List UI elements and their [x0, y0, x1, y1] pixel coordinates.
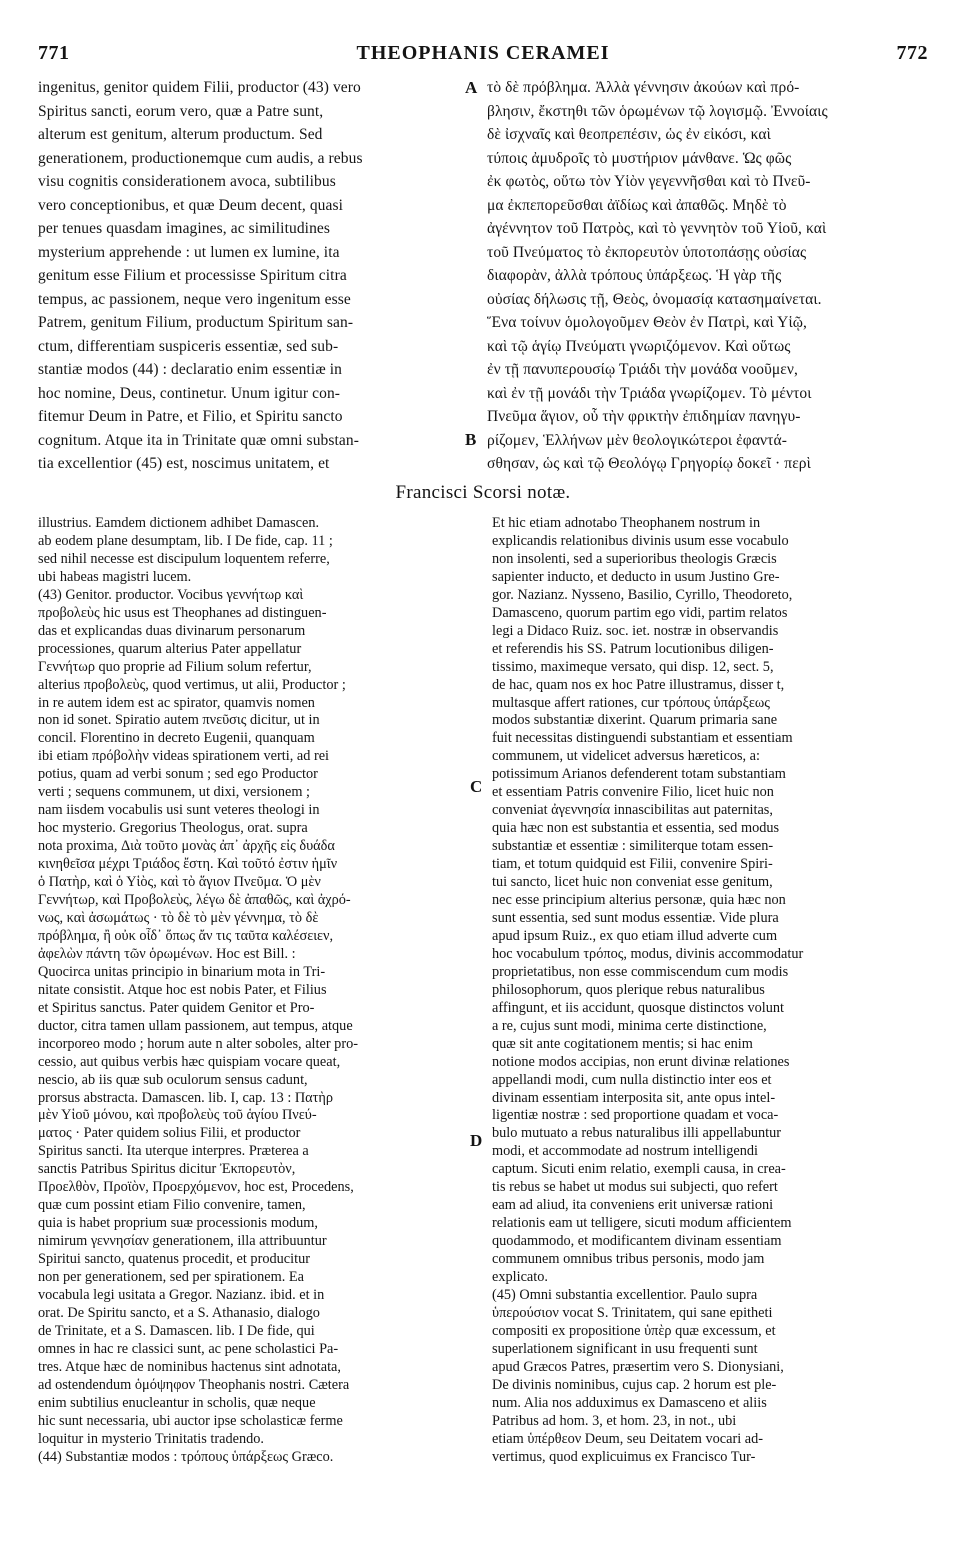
- text-line: δὲ ἰσχναῖς καὶ θεοπρεπέσιν, ὡς ἐν εἰκόσι, καὶ: [487, 126, 771, 143]
- text-line: modi, et accommodate ad nostrum intelligendi: [492, 1143, 759, 1160]
- text-line: hoc mysterio. Gregorius Theologus, orat. supra: [38, 820, 308, 837]
- left-page-number: 771: [38, 42, 70, 64]
- text-line: eam ad aliud, ita conveniens erit universæ rationi: [492, 1197, 774, 1214]
- text-line: in re autem idem est ac spirator, quamvis nomen: [38, 694, 315, 711]
- text-line: generationem, productionemque cum audis, a rebus: [38, 149, 363, 167]
- text-line: οὐσίας δήλωσις τῇ, Θεὸς, ὀνομασίᾳ κατασημαίνεται.: [487, 290, 822, 308]
- text-line: Spiritus sancti, eorum vero, quæ a Patre sunt,: [38, 102, 324, 120]
- text-line: incorporeo modo ; horum aute n alter soboles, alter pro-: [38, 1035, 358, 1052]
- text-line: stantiæ modos (44) : declaratio enim essentiæ in: [38, 361, 342, 378]
- text-line: mysterium apprehende : ut lumen ex lumine, ita: [38, 243, 340, 261]
- text-line: enim subtilius enucleantur in scholis, quæ neque: [38, 1394, 316, 1411]
- text-line: ἐν τῇ πανυπερουσίῳ Τριάδι τὴν μονάδα νοοῦμεν,: [487, 361, 798, 378]
- text-line: tres. Atque hæc de nominibus hactenus sint adnotata,: [38, 1358, 341, 1375]
- text-line: tissimo, maximeque versato, qui disp. 12, sect. 5,: [492, 658, 774, 675]
- text-line: sanctis Patribus Spiritus dicitur Ἐκπορευτὸν,: [38, 1161, 296, 1178]
- text-line: num. Alia nos adduximus ex Damasceno et aliis: [492, 1394, 767, 1411]
- text-line: orat. De Spiritu sancto, et a S. Athanasio, dialogo: [38, 1304, 320, 1321]
- text-line: affingunt, et iis accidunt, quosque distinctos volunt: [492, 999, 784, 1016]
- text-line: Γεννήτωρ, καὶ Προβολεὺς, λέγω δὲ ἀπαθῶς, καὶ ἀχρό-: [38, 892, 351, 909]
- text-line: modos substantiæ dixerint. Quarum primaria sane: [492, 712, 778, 729]
- text-line: verti ; sequens communem, ut dixi, versionem ;: [38, 784, 310, 801]
- text-line: cessio, aut quibus verbis hæc quispiam vocare queat,: [38, 1053, 341, 1070]
- text-line: (44) Substantiæ modos : τρόπους ὑπάρξεως Græco.: [38, 1448, 334, 1465]
- margin-letter-a: A: [465, 78, 478, 97]
- text-line: βλησιν, ἔκστηθι τῶν ὁρωμένων τῷ λογισμῷ. Ἐννοίαις: [487, 102, 828, 120]
- text-line: nota proxima, Διὰ τοῦτο μονὰς ἀπ᾽ ἀρχῆς εἰς δυάδα: [38, 838, 335, 855]
- text-line: Spiritus sancti. Ita uterque interpres. Præterea a: [38, 1143, 309, 1160]
- text-line: μὲν Υἱοῦ μόνου, καὶ προβολεὺς τοῦ ἁγίου Πνεύ-: [38, 1107, 317, 1124]
- text-line: cognitum. Atque ita in Trinitate quæ omni substan-: [38, 431, 360, 449]
- text-line: κινηθεῖσα μέχρι Τριάδος ἔστη. Καὶ τοῦτό ἐστιν ἡμῖν: [38, 856, 338, 873]
- text-line: potius, quam ad verbi sonum ; sed ego Productor: [38, 766, 318, 783]
- text-line: hoc vocabulum τρόπος, modus, divinis accommodatur: [492, 945, 804, 962]
- text-line: philosophorum, quos plerique rebus naturalibus: [492, 981, 765, 998]
- text-line: non id sonet. Spiratio autem πνεῦσις dicitur, ut in: [38, 712, 320, 729]
- text-line: conveniat ἀγεννησία innascibilitas aut paternitas,: [492, 802, 773, 819]
- text-line: hoc nomine, Deus, continetur. Unum igitur con-: [38, 384, 341, 402]
- text-line: vertimus, quod explicuimus ex Francisco Tur-: [492, 1448, 756, 1465]
- text-line: quæ cum possint etiam Filio convenire, tamen,: [38, 1197, 306, 1214]
- text-line: ὑπερούσιον vocat S. Trinitatem, qui sane epitheti: [492, 1304, 773, 1321]
- text-line: τὸ δὲ πρόβλημα. Ἀλλὰ γέννησιν ἀκούων καὶ πρό-: [487, 79, 800, 96]
- text-line: et referendis his SS. Patrum locutionibus diligen-: [492, 640, 774, 657]
- text-line: tis rebus se habet ut modus sui subjecti, quo refert: [492, 1179, 778, 1196]
- text-line: (43) Genitor. productor. Vocibus γεννήτωρ καὶ: [38, 586, 304, 603]
- text-line: apud Græcos Patres, præsertim vero S. Dionysiani,: [492, 1358, 784, 1375]
- text-line: quodammodo, et modificantem divinam essentiam: [492, 1233, 782, 1250]
- text-line: vocabula legi usitata a Gregor. Nazianz. ibid. et in: [38, 1286, 325, 1303]
- text-line: superlationem significant in usu frequenti sunt: [492, 1340, 758, 1357]
- text-line: omnes in hac re classici sunt, ac pene scholastici Pa-: [38, 1340, 339, 1357]
- text-line: ductor, citra tamen ullam passionem, aut tempus, atque: [38, 1017, 353, 1034]
- notes-left-column: [38, 515, 466, 1467]
- text-line: explicandis relationibus divinis usum esse vocabulo: [492, 532, 789, 549]
- notes-right-column: [492, 515, 930, 1467]
- text-line: explicato.: [492, 1269, 548, 1286]
- text-line: Προελθὸν, Προϊὸν, Προερχόμενον, hoc est, Procedens,: [38, 1179, 354, 1196]
- text-line: Πνεῦμα ἅγιον, οὗ τὴν φρικτὴν ἐπιδημίαν πανηγυ-: [487, 408, 801, 425]
- text-line: concil. Florentino in decreto Eugenii, quanquam: [38, 730, 315, 747]
- text-line: proprietatibus, non esse commiscendum cum modis: [492, 963, 789, 980]
- text-line: De divinis nominibus, cujus cap. 2 horum est ple-: [492, 1376, 777, 1393]
- margin-letter-c: C: [470, 777, 483, 796]
- text-line: (45) Omni substantia excellentior. Paulo supra: [492, 1286, 758, 1303]
- text-line: νως, καὶ ἀσωμάτως · τὸ δὲ τὸ μὲν γέννημα, τὸ δὲ: [38, 909, 319, 926]
- text-line: a re, cujus sunt modi, minima certe distinctione,: [492, 1017, 767, 1034]
- text-line: διαφορὰν, ἀλλὰ τρόπους ὑπάρξεως. Ἡ γὰρ τῆς: [487, 267, 782, 284]
- text-line: alterum est genitum, alterum productum. Sed: [38, 126, 323, 143]
- text-line: sed nihil necesse est discipulum loquentem referre,: [38, 550, 330, 567]
- text-line: τοῦ Πνεύματος τὸ ἐκπορευτὸν ὑποτοπάσῃς οὐσίας: [487, 243, 807, 261]
- text-line: ἐκ φωτὸς, οὕτω τὸν Υἱὸν γεγεννῆσθαι καὶ τὸ Πνεῦ-: [487, 173, 811, 190]
- text-line: quæ sit ante cogitationem mentis; si hac enim: [492, 1035, 753, 1052]
- text-line: quia hæc non est substantia et essentia, sed modus: [492, 820, 780, 837]
- text-line: ibi etiam πρόβολὴν videas spirationem verti, ad rei: [38, 748, 330, 765]
- text-line: bulo mutuato a rebus naturalibus illi appellabuntur: [492, 1125, 782, 1142]
- text-line: tui sancto, licet huic non conveniat esse genitum,: [492, 874, 773, 891]
- text-line: fuit necessitas distinguendi substantiam et essentiam: [492, 730, 793, 747]
- text-line: prorsus abstracta. Damascen. lib. I, cap. 13 : Πατὴρ: [38, 1089, 334, 1106]
- text-line: fitemur Deum in Patre, et Filio, et Spiritu sancto: [38, 408, 343, 425]
- text-line: vero conceptionibus, et quæ Deum decent, quasi: [38, 196, 344, 214]
- text-line: Patrem, genitum Filium, productum Spiritum san-: [38, 314, 354, 331]
- text-line: apud ipsum Ruiz., ex quo etiam illud adverte cum: [492, 927, 778, 944]
- text-line: processiones, quarum alterius Pater appellatur: [38, 640, 302, 657]
- text-line: illustrius. Eamdem dictionem adhibet Damascen.: [38, 515, 320, 531]
- text-line: nec esse principium alterius personæ, quia hæc non: [492, 892, 786, 909]
- text-line: nescio, ab iis quæ sub oculorum sensus cadunt,: [38, 1071, 308, 1088]
- text-line: ἀφελὼν πάντη τῶν ὁρωμένων. Hoc est Bill. :: [38, 945, 296, 962]
- text-line: Γεννήτωρ quo proprie ad Filium solum refertur,: [38, 658, 312, 675]
- text-line: ἀγέννητον τοῦ Πατρὸς, καὶ τὸ γεννητὸν τοῦ Υἱοῦ, καὶ: [487, 220, 827, 237]
- page-header: [38, 42, 928, 72]
- text-line: πρόβλημα, ἢ οὐκ οἶδ᾽ ὅπως ἄν τις ταῦτα καλέσειεν,: [38, 927, 334, 944]
- text-line: appellandi modi, cum nulla distinctio inter eos et: [492, 1071, 772, 1088]
- text-line: τύποις ἀμυδροῖς τὸ μυστήριον μάνθανε. Ὡς φῶς: [487, 149, 792, 167]
- text-line: tiam, et totum quidquid est Filii, convenire Spiri-: [492, 856, 773, 873]
- text-line: Et hic etiam adnotabo Theophanem nostrum in: [492, 515, 761, 531]
- text-line: de hac, quam nos ex hoc Patre illustramus, disser t,: [492, 676, 785, 693]
- text-line: relationis eam ut telligere, sicuti modum afficientem: [492, 1215, 792, 1232]
- text-line: ingenitus, genitor quidem Filii, productor (43) vero: [38, 79, 361, 96]
- text-line: tempus, ac passionem, neque vero ingenitum esse: [38, 290, 351, 308]
- text-line: ὁ Πατὴρ, καὶ ὁ Υἱὸς, καὶ τὸ ἅγιον Πνεῦμα. Ὁ μὲν: [38, 874, 321, 891]
- text-line: ctum, differentiam suspiceris essentiæ, sed sub-: [38, 337, 339, 355]
- text-line: σθησαν, ὡς καὶ τῷ Θεολόγῳ Γρηγορίῳ δοκεῖ · περὶ: [487, 455, 811, 472]
- text-line: non per generationem, sed per spirationem. Ea: [38, 1269, 304, 1286]
- text-line: et Spiritus sanctus. Pater quidem Genitor et Pro-: [38, 999, 315, 1016]
- text-line: das et explicandas duas divinarum personarum: [38, 622, 306, 639]
- text-line: nimirum γεννησίαν generationem, illa attribuuntur: [38, 1233, 327, 1250]
- text-line: Spiritui sancto, quatenus procedit, et producitur: [38, 1251, 310, 1268]
- text-line: sunt essentia, sed sunt modus essentiæ. Vide plura: [492, 909, 779, 926]
- text-line: προβολεὺς hic usus est Theophanes ad distinguen-: [38, 604, 327, 621]
- text-line: sapienter inducto, et deducto in usum Justino Gre-: [492, 568, 780, 585]
- text-line: alterius προβολεὺς, quod vertimus, ut alii, Productor ;: [38, 676, 346, 693]
- text-line: genitum esse Filium et processisse Spiritum citra: [38, 267, 347, 284]
- text-line: per tenues quasdam imagines, ac similitudines: [38, 220, 331, 237]
- text-line: tia excellentior (45) est, noscimus unitatem, et: [38, 455, 330, 472]
- text-line: notione modos accipias, non erunt divinæ relationes: [492, 1053, 790, 1070]
- greek-text-column: [487, 76, 932, 476]
- text-line: Patribus ad hom. 3, et hom. 23, in not., ubi: [492, 1412, 737, 1429]
- text-line: nam iisdem vocabulis usi sunt veteres theologi in: [38, 802, 320, 819]
- text-line: hic sunt necessaria, ubi auctor ipse scholasticæ ferme: [38, 1412, 343, 1429]
- text-line: visu cognitis considerationem avoca, subtilibus: [38, 173, 336, 190]
- notes-heading: Francisci Scorsi notæ.: [395, 482, 571, 503]
- text-line: communem, ut videlicet adversus hæreticos, a:: [492, 748, 760, 765]
- text-line: ματος · Pater quidem solius Filii, et productor: [38, 1125, 301, 1142]
- text-line: Ἕνα τοίνυν ὁμολογοῦμεν Θεὸν ἐν Πατρὶ, καὶ Υἱῷ,: [487, 314, 808, 331]
- text-line: de Trinitate, et a S. Damascen. lib. I De fide, qui: [38, 1322, 315, 1339]
- text-line: etiam ὑπέρθεον Deum, seu Deitatem vocari ad-: [492, 1430, 764, 1447]
- text-line: potissimum Arianos defenderent totam substantiam: [492, 766, 786, 783]
- text-line: Quocirca unitas principio in binarium mota in Tri-: [38, 963, 326, 980]
- text-line: nitate consistit. Atque hoc est nobis Pater, et Filius: [38, 981, 327, 998]
- text-line: καὶ τῷ ἁγίῳ Πνεύματι γνωριζόμενον. Καὶ οὕτως: [487, 337, 791, 355]
- text-line: μα ἐκπεπορεῦσθαι ἀϊδίως καὶ ἀπαθῶς. Μηδὲ τὸ: [487, 196, 787, 214]
- text-line: communem omnibus tribus personis, modo jam: [492, 1251, 765, 1268]
- text-line: loquitur in mysterio Trinitatis tradendo.: [38, 1430, 264, 1447]
- text-line: legi a Didaco Ruiz. soc. iet. nostræ in observandis: [492, 622, 779, 639]
- text-line: divinam essentiam interposita sit, ante opus intel-: [492, 1089, 776, 1106]
- text-line: καὶ ἐν τῇ μονάδι τὴν Τριάδα γνωρίζομεν. Τὸ μέντοι: [487, 384, 812, 402]
- text-line: compositi ex propositione ὑπὲρ quæ excessum, et: [492, 1322, 776, 1339]
- text-line: gor. Nazianz. Nysseno, Basilio, Cyrillo, Theodoreto,: [492, 586, 793, 603]
- text-line: captum. Sicuti enim relatio, exempli causa, in crea-: [492, 1161, 786, 1178]
- right-page-number: 772: [896, 42, 928, 64]
- text-line: ad ostendendum ὁμόψηφον Theophanis nostri. Cætera: [38, 1376, 350, 1393]
- margin-letter-b: B: [465, 430, 477, 449]
- text-line: ab eodem plane desumptam, lib. I De fide, cap. 11 ;: [38, 532, 333, 549]
- text-line: substantiæ et essentiæ : similiterque totam essen-: [492, 838, 774, 855]
- text-line: quia is habet proprium suæ processionis modum,: [38, 1215, 318, 1232]
- running-title: THEOPHANIS CERAMEI: [356, 42, 610, 64]
- margin-letter-d: D: [470, 1131, 483, 1150]
- text-line: et essentiam Patris convenire Filio, licet huic non: [492, 784, 774, 801]
- text-line: Damasceno, quorum partim ego vidi, partim relatos: [492, 604, 788, 621]
- text-line: ρίζομεν, Ἑλλήνων μὲν θεολογικώτεροι ἐφαντά-: [487, 431, 787, 449]
- text-line: ubi habeas magistri lucem.: [38, 568, 192, 585]
- text-line: ligentiæ nostræ : sed proportione quadam et voca-: [492, 1107, 779, 1124]
- latin-text-column: [38, 76, 462, 476]
- text-line: multasque affert rationes, cur τρόπους ὑπάρξεως: [492, 694, 770, 711]
- text-line: non insolenti, sed a superioribus theologis Græcis: [492, 550, 777, 567]
